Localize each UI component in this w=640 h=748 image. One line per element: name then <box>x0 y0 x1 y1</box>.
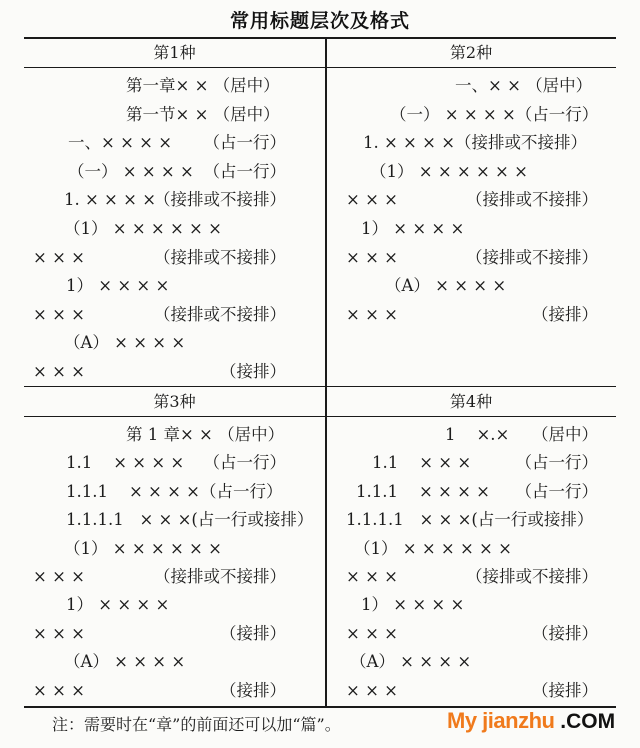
heading-format-line <box>354 535 598 563</box>
column-header-3: 第3种 <box>153 392 196 411</box>
format-rule: （接排或不接排） <box>154 304 286 324</box>
footnote: 注：需要时在“章”的前面还可以加“篇”。 <box>52 715 341 734</box>
format-rule: （接排） <box>532 623 598 643</box>
heading-example: × × × <box>33 680 85 700</box>
watermark-brand: My jianzhu <box>447 708 555 733</box>
heading-format-line <box>346 244 598 272</box>
heading-example: 第 1 章× × （居中） <box>126 425 285 444</box>
heading-example: × × × <box>33 623 85 643</box>
format-rule: （接排或不接排） <box>154 190 286 210</box>
heading-format-line <box>370 158 598 186</box>
heading-format-line <box>33 677 286 705</box>
heading-format-line <box>126 421 286 449</box>
heading-format-line <box>64 648 286 676</box>
heading-format-line <box>66 478 286 506</box>
heading-example: （1） × × × × × × <box>354 538 512 558</box>
heading-example: × × × <box>33 362 85 381</box>
format-rule: （接排） <box>220 680 286 700</box>
format-rule: （占一行） <box>515 453 598 473</box>
heading-format-line <box>350 648 598 676</box>
heading-format-line <box>372 449 598 477</box>
heading-example: 1 ×.× <box>445 425 510 444</box>
heading-example: 一、× × （居中） <box>455 76 593 95</box>
heading-format-line <box>346 677 598 705</box>
heading-format-line <box>346 506 598 534</box>
heading-format-line <box>33 301 286 329</box>
heading-example: （A） × × × × <box>64 333 186 353</box>
heading-example: （A） × × × × <box>385 276 507 296</box>
format-rule: （占一行） <box>203 453 286 473</box>
heading-example: （A） × × × × <box>350 652 472 672</box>
heading-example: 1） × × × × <box>361 595 465 615</box>
heading-example: × × × <box>346 623 398 643</box>
format-rule: （接排或不接排） <box>154 247 286 267</box>
heading-format-line <box>385 272 598 300</box>
heading-example: （一） × × × ×（占一行） <box>390 104 599 124</box>
format-rule: （接排） <box>220 362 286 381</box>
heading-example: 1.1 × × × <box>372 453 472 473</box>
heading-example: 1.1.1 × × × ×（占一行） <box>66 481 283 501</box>
heading-example: 1.1.1 × × × × <box>356 481 490 501</box>
column-header-4: 第4种 <box>449 392 493 411</box>
heading-example: 1.1 × × × × <box>66 453 185 473</box>
heading-example: × × × <box>346 247 398 267</box>
heading-example: 1.1.1.1 × × ×(占一行或接排） <box>346 510 594 530</box>
heading-format-line <box>66 449 286 477</box>
column-divider <box>325 37 327 708</box>
heading-example: × × × <box>33 304 85 324</box>
heading-example: （一） × × × × <box>68 161 194 181</box>
heading-example: 1.1.1.1 × × ×(占一行或接排） <box>66 510 314 530</box>
heading-format-line <box>346 186 598 214</box>
heading-format-line <box>346 620 598 648</box>
heading-example: 1） × × × × <box>66 595 170 615</box>
heading-format-line <box>126 72 286 100</box>
heading-format-line <box>361 591 598 619</box>
format-rule: （接排或不接排） <box>466 247 598 267</box>
heading-format-line <box>64 215 286 243</box>
watermark-tld: .COM <box>554 710 616 733</box>
heading-example: 第一章× × （居中） <box>126 76 280 95</box>
heading-format-line <box>33 358 286 386</box>
heading-format-line <box>68 158 286 186</box>
heading-example: 1. × × × ×（接排或不接排） <box>363 133 588 153</box>
column-header-2: 第2种 <box>449 43 493 62</box>
heading-format-line <box>33 563 286 591</box>
heading-example: 第一节× × （居中） <box>126 104 280 124</box>
watermark-logo <box>447 708 615 734</box>
heading-example: 一、× × × × <box>68 133 173 153</box>
format-rule: （接排或不接排） <box>466 190 598 210</box>
heading-format-line <box>64 329 286 357</box>
heading-example: （1） × × × × × × <box>370 161 528 181</box>
heading-example: 1） × × × × <box>66 276 170 296</box>
heading-format-line <box>356 478 598 506</box>
heading-example: × × × <box>33 247 85 267</box>
heading-format-line <box>66 506 314 534</box>
format-rule: （占一行） <box>203 161 286 181</box>
heading-format-line <box>346 563 598 591</box>
format-rule: （接排或不接排） <box>466 567 598 586</box>
heading-example: 1） × × × × <box>361 219 465 238</box>
heading-format-line <box>361 215 598 243</box>
heading-format-line <box>33 620 286 648</box>
heading-example: × × × <box>33 567 85 586</box>
format-rule: （接排或不接排） <box>154 567 286 586</box>
heading-example: × × × <box>346 680 398 700</box>
heading-format-line <box>455 72 598 100</box>
heading-format-line <box>126 101 286 129</box>
format-rule: （接排） <box>532 304 598 324</box>
heading-example: × × × <box>346 190 398 210</box>
heading-format-line <box>66 591 286 619</box>
heading-example: × × × <box>346 567 398 586</box>
format-rule: （占一行） <box>515 481 598 501</box>
heading-format-line <box>33 244 286 272</box>
format-rule: （居中） <box>532 425 598 444</box>
heading-example: （A） × × × × <box>64 652 186 672</box>
heading-format-line <box>64 186 286 214</box>
heading-example: （1） × × × × × × <box>64 219 222 238</box>
heading-example: 1. × × × × <box>64 190 157 210</box>
heading-format-line <box>390 101 598 129</box>
heading-format-line <box>64 535 286 563</box>
heading-format-line <box>363 129 598 157</box>
heading-example: × × × <box>346 304 398 324</box>
format-rule: （接排） <box>532 680 598 700</box>
heading-format-line <box>66 272 286 300</box>
column-header-1: 第1种 <box>153 43 196 62</box>
format-rule: （接排） <box>220 623 286 643</box>
format-rule: （占一行） <box>203 133 286 153</box>
document-title: 常用标题层次及格式 <box>229 10 410 32</box>
heading-example: （1） × × × × × × <box>64 538 222 558</box>
heading-format-line <box>68 129 286 157</box>
heading-format-line <box>445 421 598 449</box>
heading-format-line <box>346 301 598 329</box>
